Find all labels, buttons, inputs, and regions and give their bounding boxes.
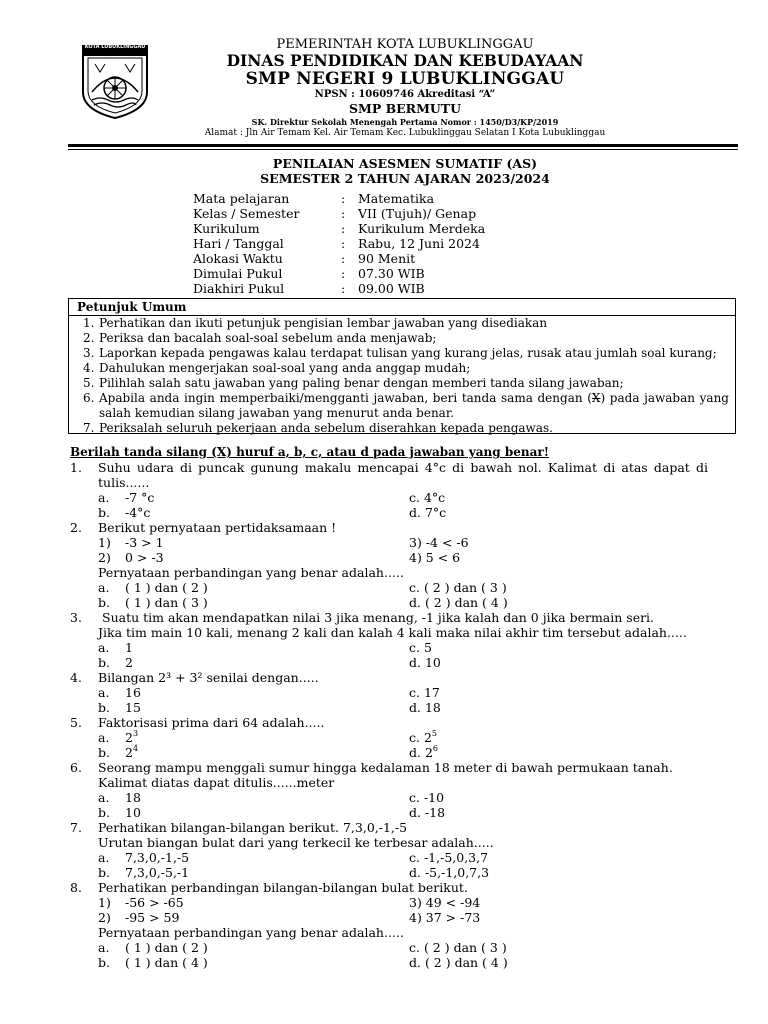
option-row [70, 850, 710, 865]
info-value: Kurikulum Merdeka [358, 221, 486, 236]
info-colon: : [341, 266, 346, 281]
option-b[interactable]: 10 [125, 805, 141, 820]
option-base: c. 2 [409, 730, 432, 745]
option-row [70, 745, 710, 760]
option-exponent: 4 [132, 743, 139, 753]
statement-2: 0 > -3 [125, 550, 164, 565]
option-c[interactable]: c. 17 [409, 685, 440, 700]
instruction-number: 1. [83, 316, 95, 330]
question-7 [70, 820, 710, 880]
question-stem [70, 820, 710, 835]
instructions-header [69, 299, 735, 316]
questions-list [70, 460, 710, 970]
header-divider-thick [68, 144, 738, 147]
question-stem [70, 880, 710, 895]
question-text: Jika tim main 10 kali, menang 2 kali dan kalah 4 kali maka nilai akhir tim tersebut adalah..... [98, 625, 687, 640]
info-label: Dimulai Pukul [193, 266, 283, 281]
option-b[interactable]: 7,3,0,-5,-1 [125, 865, 190, 880]
option-c[interactable]: c. -10 [409, 790, 445, 805]
option-row [70, 490, 710, 505]
instruction-number: 5. [83, 376, 95, 390]
option-b[interactable]: 2 [125, 655, 133, 670]
option-row [70, 505, 710, 520]
option-row [70, 595, 710, 610]
option-letter: a. [98, 940, 110, 955]
option-letter: b. [98, 655, 110, 670]
option-d[interactable] [409, 745, 438, 760]
instruction-text: Perhatikan dan ikuti petunjuk pengisian lembar jawaban yang disediakan [99, 316, 548, 330]
decree-number: SK. Direktur Sekolah Menengah Pertama Nomor : 1450/D3/KP/2019 [251, 117, 559, 127]
statement-number: 1) [98, 895, 111, 910]
statement-row [70, 910, 710, 925]
instructions-list [69, 316, 735, 436]
statement-4: 4) 37 > -73 [409, 910, 481, 925]
option-d[interactable]: d. -18 [409, 805, 446, 820]
option-letter: b. [98, 505, 110, 520]
info-label: Hari / Tanggal [193, 236, 284, 251]
option-exponent: 6 [432, 743, 438, 753]
info-label: Mata pelajaran [193, 191, 290, 206]
question-1 [70, 460, 710, 520]
instruction-text-part: Apabila anda ingin memperbaiki/mengganti jawaban, beri tanda sama dengan ( [99, 391, 592, 405]
school-tagline: SMP BERMUTU [348, 101, 462, 116]
question-prompt [70, 925, 710, 940]
option-row [70, 730, 710, 745]
option-row [70, 580, 710, 595]
header-divider-thin [68, 149, 738, 150]
option-a[interactable]: 18 [125, 790, 141, 805]
instruction-number: 4. [83, 361, 95, 375]
option-a[interactable]: ( 1 ) dan ( 2 ) [125, 940, 208, 955]
instruction-item [69, 346, 735, 361]
info-label: Kurikulum [193, 221, 260, 236]
option-d[interactable]: d. ( 2 ) dan ( 4 ) [409, 595, 508, 610]
city-emblem-logo [80, 44, 150, 120]
statement-4: 4) 5 < 6 [409, 550, 461, 565]
question-text: Bilangan 2³ + 3² senilai dengan..... [98, 670, 319, 685]
info-value: Matematika [358, 191, 435, 206]
option-base: 2 [125, 730, 133, 745]
option-row [70, 685, 710, 700]
instruction-text-part: ) pada jawaban yang salah kemudian silang jawaban yang menurut anda benar. [99, 391, 729, 420]
info-colon: : [341, 251, 346, 266]
option-letter: b. [98, 745, 110, 760]
info-colon: : [341, 281, 346, 296]
multiple-choice-instruction: Berilah tanda silang (X) huruf a, b, c, atau d pada jawaban yang benar! [70, 445, 549, 459]
instruction-item [69, 391, 735, 421]
question-text: Pernyataan perbandingan yang benar adalah..... [98, 565, 404, 580]
option-row [70, 790, 710, 805]
question-text: Perhatikan bilangan-bilangan berikut. 7,3,0,-1,-5 [98, 820, 408, 835]
instruction-item [69, 376, 735, 391]
question-number: 8. [70, 880, 82, 895]
option-a[interactable]: 16 [125, 685, 141, 700]
instruction-text: Laporkan kepada pengawas kalau terdapat tulisan yang kurang jelas, rusak atau jumlah soal kurang; [99, 346, 717, 360]
instruction-item [69, 331, 735, 346]
option-letter: a. [98, 685, 110, 700]
question-number: 6. [70, 760, 82, 775]
instruction-text [99, 391, 729, 421]
question-stem [70, 715, 710, 730]
question-text: Faktorisasi prima dari 64 adalah..... [98, 715, 325, 730]
question-stem [70, 460, 710, 490]
option-c[interactable]: c. ( 2 ) dan ( 3 ) [409, 580, 507, 595]
strikethrough-x-mark: X [591, 391, 601, 405]
option-c[interactable]: c. 5 [409, 640, 432, 655]
info-value: 07.30 WIB [358, 266, 425, 281]
question-stem [70, 520, 710, 535]
general-instructions-box [68, 298, 736, 434]
question-stem [70, 760, 710, 775]
department-name: DINAS PENDIDIKAN DAN KEBUDAYAAN [226, 51, 584, 70]
option-d[interactable]: d. 18 [409, 700, 441, 715]
option-letter: a. [98, 850, 110, 865]
npsn-accreditation: NPSN : 10609746 Akreditasi “A” [314, 89, 496, 100]
option-letter: a. [98, 580, 110, 595]
option-d[interactable]: d. -5,-1,0,7,3 [409, 865, 490, 880]
question-text: Suatu tim akan mendapatkan nilai 3 jika menang, -1 jika kalah dan 0 jika bermain seri. [102, 610, 655, 625]
statement-1: -3 > 1 [125, 535, 164, 550]
option-base: d. 2 [409, 745, 433, 760]
instruction-text: Periksa dan bacalah soal-soal sebelum anda menjawab; [99, 331, 437, 345]
instruction-number: 3. [83, 346, 95, 360]
option-letter: a. [98, 640, 110, 655]
question-text: Suhu udara di puncak gunung makalu mencapai 4°c di bawah nol. Kalimat di atas dapat di tulis...... [98, 460, 708, 490]
statement-row [70, 535, 710, 550]
info-colon: : [341, 221, 346, 236]
question-number: 7. [70, 820, 82, 835]
option-letter: b. [98, 595, 110, 610]
option-c[interactable] [409, 730, 437, 745]
question-text: Urutan biangan bulat dari yang terkecil ke terbesar adalah..... [98, 835, 494, 850]
question-prompt [70, 565, 710, 580]
question-number: 4. [70, 670, 82, 685]
info-value: 09.00 WIB [358, 281, 425, 296]
info-colon: : [341, 236, 346, 251]
info-value: VII (Tujuh)/ Genap [358, 206, 477, 221]
instruction-number: 2. [83, 331, 95, 345]
info-label: Diakhiri Pukul [193, 281, 285, 296]
option-row [70, 955, 710, 970]
option-base: 2 [125, 745, 133, 760]
option-b[interactable]: -4°c [125, 505, 151, 520]
school-address: Alamat : Jln Air Temam Kel. Air Temam Kec. Lubuklinggau Selatan I Kota Lubuklinggau [204, 128, 606, 138]
option-letter: b. [98, 700, 110, 715]
question-3 [70, 610, 710, 670]
instruction-item [69, 361, 735, 376]
instruction-text: Dahulukan mengerjakan soal-soal yang anda anggap mudah; [99, 361, 471, 375]
instructions-title: Petunjuk Umum [77, 300, 187, 314]
question-stem-cont [70, 775, 710, 790]
option-letter: a. [98, 730, 110, 745]
school-name: SMP NEGERI 9 LUBUKLINGGAU [245, 69, 565, 89]
question-text: Perhatikan perbandingan bilangan-bilangan bulat berikut. [98, 880, 468, 895]
option-letter: b. [98, 955, 110, 970]
statement-number: 1) [98, 535, 111, 550]
info-value: Rabu, 12 Juni 2024 [358, 236, 480, 251]
question-stem [70, 610, 710, 625]
question-2 [70, 520, 710, 610]
option-a[interactable]: 7,3,0,-1,-5 [125, 850, 190, 865]
option-row [70, 940, 710, 955]
statement-1: -56 > -65 [125, 895, 184, 910]
option-c[interactable]: c. -1,-5,0,3,7 [409, 850, 489, 865]
instruction-item [69, 316, 735, 331]
option-a[interactable] [125, 730, 138, 745]
option-b[interactable]: ( 1 ) dan ( 4 ) [125, 955, 208, 970]
statement-number: 2) [98, 910, 111, 925]
option-letter: b. [98, 865, 110, 880]
option-row [70, 640, 710, 655]
option-b[interactable] [125, 745, 138, 760]
option-row [70, 655, 710, 670]
question-8 [70, 880, 710, 970]
option-d[interactable]: d. 7°c [409, 505, 447, 520]
option-d[interactable]: d. 10 [409, 655, 441, 670]
question-6 [70, 760, 710, 820]
statement-2: -95 > 59 [125, 910, 180, 925]
info-value: 90 Menit [358, 251, 416, 266]
question-number: 1. [70, 460, 82, 475]
question-5 [70, 715, 710, 760]
question-number: 3. [70, 610, 82, 625]
option-exponent: 3 [132, 728, 139, 738]
question-stem-cont [70, 625, 710, 640]
instruction-text: Pilihlah salah satu jawaban yang paling benar dengan memberi tanda silang jawaban; [99, 376, 624, 390]
question-text: Pernyataan perbandingan yang benar adalah..... [98, 925, 404, 940]
question-text: Berikut pernyataan pertidaksamaan ! [98, 520, 337, 535]
option-c[interactable]: c. 4°c [409, 490, 446, 505]
question-4 [70, 670, 710, 715]
statement-row [70, 895, 710, 910]
option-exponent: 5 [431, 728, 437, 738]
statement-number: 2) [98, 550, 111, 565]
info-colon: : [341, 191, 346, 206]
exam-semester: SEMESTER 2 TAHUN AJARAN 2023/2024 [260, 171, 550, 186]
instruction-text: Periksalah seluruh pekerjaan anda sebelum diserahkan kepada pengawas. [99, 421, 553, 435]
statement-row [70, 550, 710, 565]
info-colon: : [341, 206, 346, 221]
logo-text: KOTA LUBUKLINGGAU [84, 44, 146, 50]
option-row [70, 805, 710, 820]
option-d[interactable]: d. ( 2 ) dan ( 4 ) [409, 955, 508, 970]
instruction-item [69, 421, 735, 436]
government-name: PEMERINTAH KOTA LUBUKLINGGAU [276, 37, 534, 52]
option-letter: a. [98, 790, 110, 805]
option-a[interactable]: -7 °c [125, 490, 155, 505]
question-number: 2. [70, 520, 82, 535]
instruction-number: 7. [83, 421, 95, 435]
option-row [70, 865, 710, 880]
question-stem-cont [70, 835, 710, 850]
option-letter: b. [98, 805, 110, 820]
option-a[interactable]: 1 [125, 640, 133, 655]
option-b[interactable]: 15 [125, 700, 141, 715]
info-label: Kelas / Semester [193, 206, 300, 221]
exam-title: PENILAIAN ASESMEN SUMATIF (AS) [272, 156, 538, 171]
option-c[interactable]: c. ( 2 ) dan ( 3 ) [409, 940, 507, 955]
question-text: Seorang mampu menggali sumur hingga kedalaman 18 meter di bawah permukaan tanah. [98, 760, 673, 775]
option-letter: a. [98, 490, 110, 505]
option-b[interactable]: ( 1 ) dan ( 3 ) [125, 595, 208, 610]
statement-3: 3) -4 < -6 [409, 535, 469, 550]
info-label: Alokasi Waktu [193, 251, 283, 266]
statement-3: 3) 49 < -94 [409, 895, 481, 910]
instruction-number: 6. [83, 391, 95, 405]
option-row [70, 700, 710, 715]
question-text: Kalimat diatas dapat ditulis......meter [98, 775, 335, 790]
option-a[interactable]: ( 1 ) dan ( 2 ) [125, 580, 208, 595]
question-stem [70, 670, 710, 685]
question-number: 5. [70, 715, 82, 730]
